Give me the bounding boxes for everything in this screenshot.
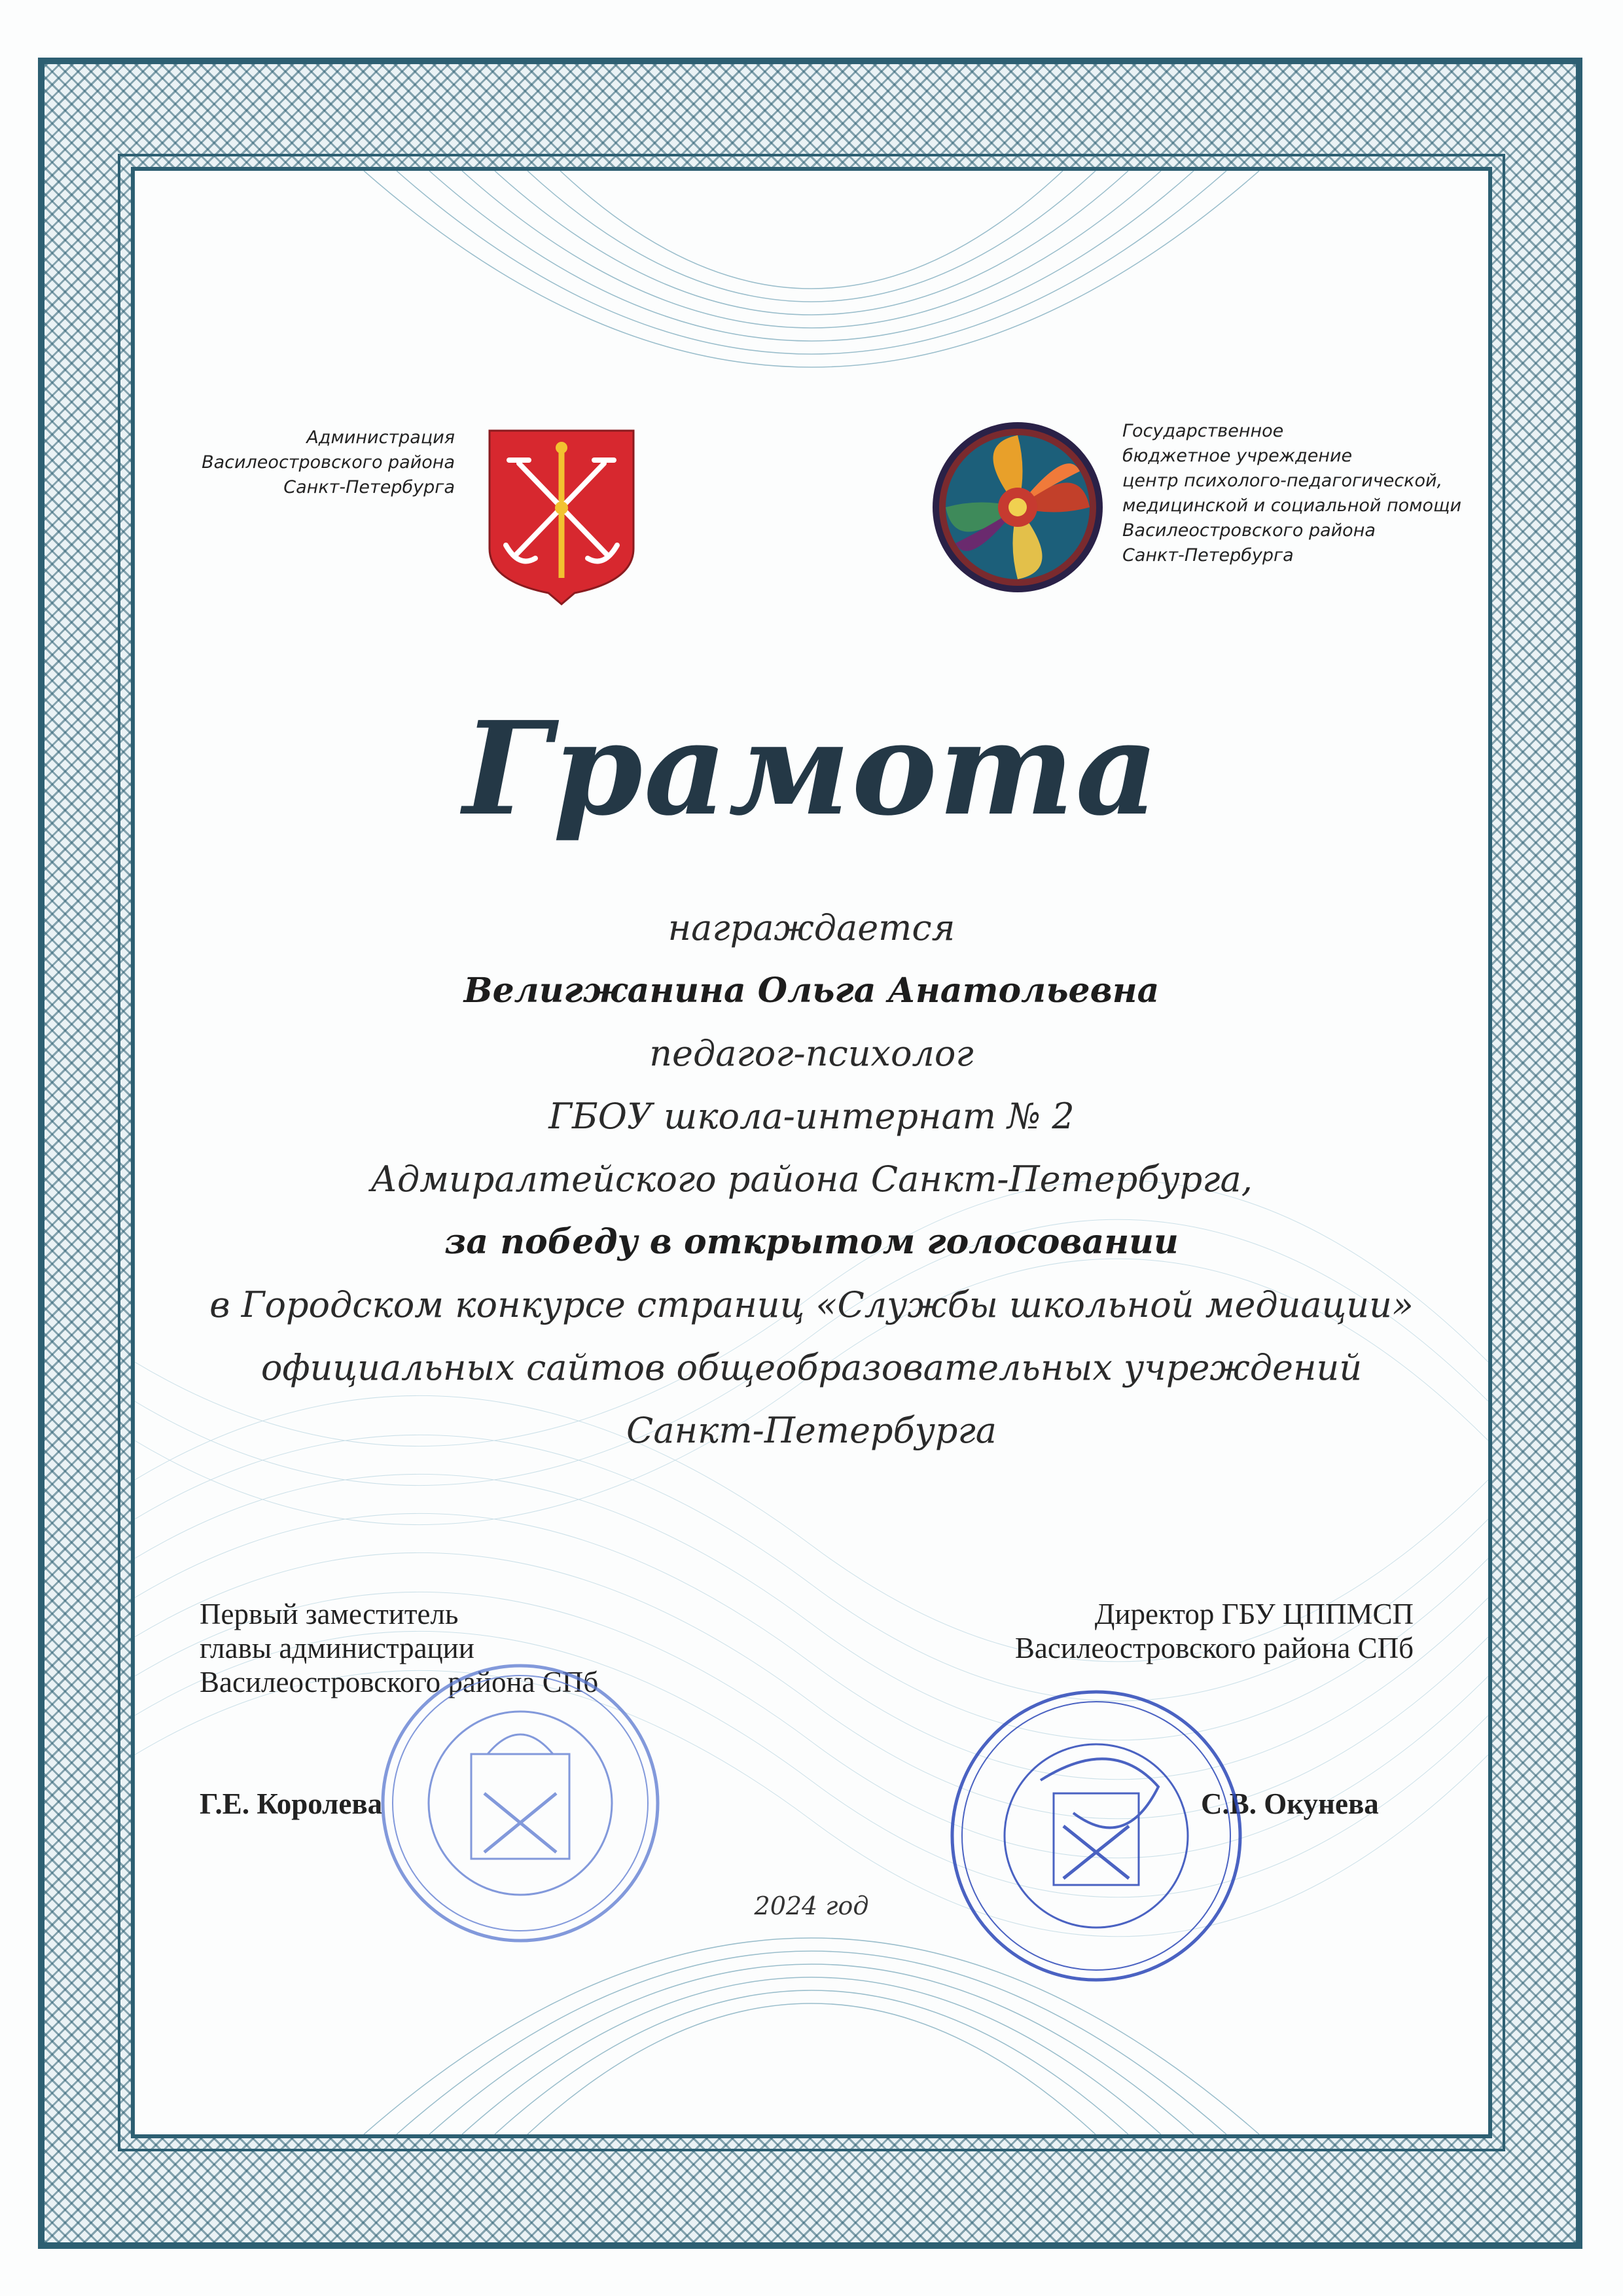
award-reason: за победу в открытом голосовании [444,1222,1179,1262]
recipient-district: Адмиралтейского района Санкт-Петербурга, [370,1158,1253,1200]
admin-org-name [157,425,455,500]
certificate-title: Грамота [463,694,1160,844]
psych-org-line-2: бюджетное учреждение [1122,446,1353,466]
psych-org-line-3: центр психолого-педагогической, [1122,471,1443,491]
psych-org-line-6: Санкт-Петербурга [1122,545,1294,565]
recipient-school: ГБОУ школа-интернат № 2 [548,1096,1075,1137]
contest-line-1: в Городском конкурсе страниц «Службы школьной медиации» [209,1284,1414,1325]
right-signatory-line-1: Директор ГБУ ЦППМСП [1094,1598,1414,1630]
recipient-name: Велигжанина Ольга Анатольевна [463,971,1160,1011]
award-year: 2024 год [754,1892,869,1920]
admin-org-line-3: Санкт-Петербурга [283,477,455,497]
psychology-center-logo-icon [929,419,1106,596]
right-signatory-name: С.В. Окунева [1201,1787,1379,1820]
left-signatory-line-1: Первый заместитель [200,1598,459,1630]
right-signatory-title [942,1597,1414,1665]
left-signatory-name: Г.Е. Королева [200,1787,383,1820]
right-signatory-line-2: Василеостровского района СПб [1014,1632,1414,1664]
saint-petersburg-coat-of-arms-icon [483,424,640,607]
admin-org-line-2: Василеостровского района [202,452,455,473]
left-signatory-line-3: Василеостровского района СПб [200,1666,599,1698]
psych-org-line-1: Государственное [1122,421,1284,441]
contest-line-2: официальных сайтов общеобразовательных учреждений [260,1347,1363,1388]
psych-org-line-5: Василеостровского района [1122,520,1376,541]
awarded-line: награждается [668,907,955,948]
admin-org-line-1: Администрация [306,427,455,448]
psych-org-line-4: медицинской и социальной помощи [1122,495,1462,516]
recipient-position: педагог-психолог [649,1033,974,1074]
psych-center-org-name [1122,419,1463,568]
psych-center-seal-stamp-icon [942,1682,1250,1990]
contest-city: Санкт-Петербурга [626,1410,997,1451]
certificate-body [131,897,1492,1462]
left-signatory-line-2: главы администрации [200,1632,474,1664]
